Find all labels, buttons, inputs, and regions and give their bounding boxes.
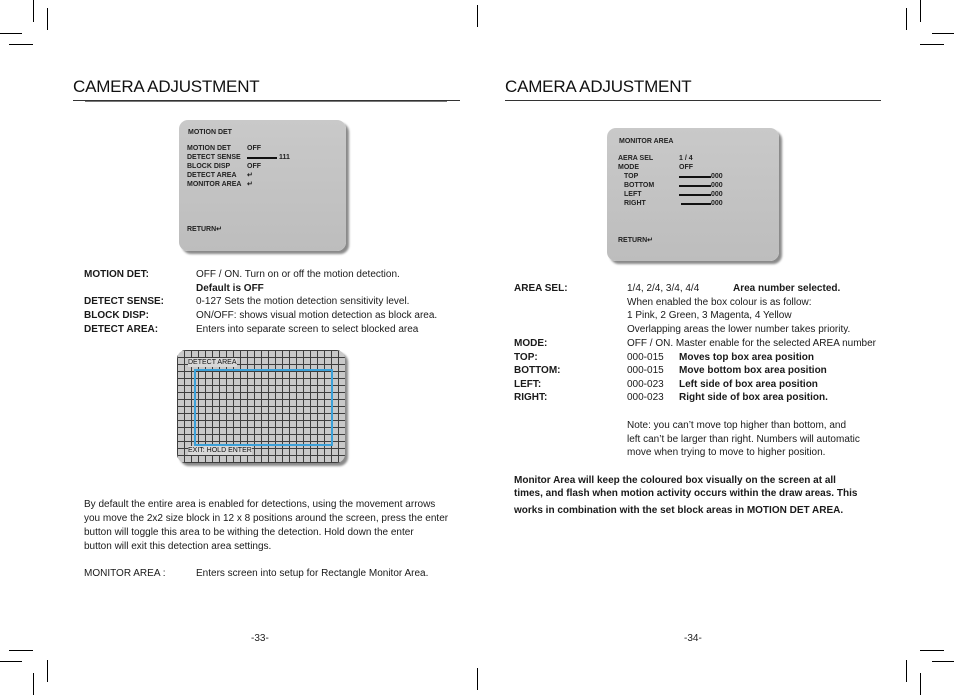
page-title-left: CAMERA ADJUSTMENT (73, 77, 260, 96)
osd-return: RETURN↵ (618, 237, 654, 244)
para-line: you move the 2x2 size block in 12 x 8 positions around the screen, press the enter (84, 513, 449, 524)
def-term: RIGHT: (514, 392, 548, 403)
para-line: By default the entire area is enabled for detections, using the movement arrows (84, 499, 436, 510)
def-code: 000-015 (627, 365, 664, 376)
note-line: Note: you can’t move top higher than bottom, and (627, 420, 847, 431)
def-desc: 0-127 Sets the motion detection sensitivity level. (196, 296, 410, 307)
osd-value: OFF (247, 163, 261, 170)
selection-box (194, 369, 333, 446)
bold-para-line: works in combination with the set block areas in MOTION DET AREA. (514, 505, 844, 516)
def-code: 1 Pink, 2 Green, 3 Magenta, 4 Yellow (627, 310, 792, 321)
osd-value: 000 (711, 191, 723, 198)
left-slider (679, 194, 711, 196)
osd-value: OFF (247, 145, 261, 152)
monitor-term: MONITOR AREA : (84, 568, 166, 579)
para-line: button will exit this detection area settings. (84, 541, 272, 552)
osd-label: DETECT SENSE (187, 154, 241, 161)
def-code: 000-015 (627, 352, 664, 363)
page-number-left: -33- (251, 633, 269, 644)
bold-para-line: Monitor Area will keep the coloured box visually on the screen at all (514, 475, 836, 486)
grid-header: DETECT AREA (188, 359, 237, 366)
osd-label: LEFT (624, 191, 642, 198)
osd-value: 000 (711, 200, 723, 207)
def-desc: Right side of box area position. (679, 392, 828, 403)
osd-monitor-area (607, 128, 779, 261)
top-slider (679, 176, 711, 178)
page-title-right: CAMERA ADJUSTMENT (505, 77, 692, 96)
def-term: MOTION DET: (84, 269, 149, 280)
def-desc: Left side of box area position (679, 379, 818, 390)
bold-para-line: times, and flash when motion activity occurs within the draw areas. This (514, 488, 858, 499)
def-desc-default: Default is OFF (196, 283, 264, 294)
note-line: left can’t be larger than right. Numbers will automatic (627, 434, 860, 445)
osd-label: AERA SEL (618, 155, 654, 162)
osd-label: MONITOR AREA (187, 181, 242, 188)
def-desc: Enters into separate screen to select blocked area (196, 324, 419, 335)
monitor-desc: Enters screen into setup for Rectangle Monitor Area. (196, 568, 429, 579)
page-number-right: -34- (684, 633, 702, 644)
osd-label: RIGHT (624, 200, 646, 207)
osd-label: MOTION DET (187, 145, 231, 152)
def-term: TOP: (514, 352, 538, 363)
osd-value: 000 (711, 182, 723, 189)
grid-footer: EXIT: HOLD ENTER (188, 447, 252, 454)
para-line: button will toggle this area to be withing the detection. Hold down the enter (84, 527, 414, 538)
def-code: 1/4, 2/4, 3/4, 4/4 (627, 283, 700, 294)
osd-value: 000 (711, 173, 723, 180)
osd-label: BOTTOM (624, 182, 655, 189)
osd-value: OFF (679, 164, 693, 171)
def-desc: Move bottom box area position (679, 365, 827, 376)
osd-label: MODE (618, 164, 639, 171)
def-desc: ON/OFF: shows visual motion detection as block area. (196, 310, 438, 321)
def-term: DETECT AREA: (84, 324, 159, 335)
def-term: DETECT SENSE: (84, 296, 165, 307)
osd-return: RETURN↵ (187, 226, 223, 233)
osd-value: 111 (279, 154, 290, 161)
def-term: LEFT: (514, 379, 542, 390)
right-slider (681, 203, 711, 205)
osd-label: DETECT AREA (187, 172, 237, 179)
note-line: move when trying to move to higher position. (627, 447, 826, 458)
def-term: BOTTOM: (514, 365, 561, 376)
def-code: 000-023 (627, 392, 664, 403)
detect-area-grid (177, 350, 345, 463)
osd-motion-det (179, 120, 346, 251)
def-desc: OFF / ON. Turn on or off the motion detection. (196, 269, 400, 280)
def-desc: Moves top box area position (679, 352, 815, 363)
def-term: AREA SEL: (514, 283, 568, 294)
osd-label: TOP (624, 173, 639, 180)
sense-slider (247, 157, 277, 159)
def-code: 000-023 (627, 379, 664, 390)
def-term: MODE: (514, 338, 548, 349)
def-desc: Area number selected. (733, 283, 841, 294)
osd-value: 1 / 4 (679, 155, 693, 162)
osd-label: BLOCK DISP (187, 163, 231, 170)
enter-icon: ↵ (247, 181, 253, 188)
def-term: BLOCK DISP: (84, 310, 149, 321)
osd-header: MOTION DET (188, 129, 232, 136)
def-code: Overlapping areas the lower number takes priority. (627, 324, 851, 335)
bottom-slider (679, 185, 711, 187)
def-code: When enabled the box colour is as follow: (627, 297, 812, 308)
enter-icon: ↵ (247, 172, 253, 179)
osd-header: MONITOR AREA (619, 138, 674, 145)
def-code: OFF / ON. Master enable for the selected AREA number (627, 338, 876, 349)
